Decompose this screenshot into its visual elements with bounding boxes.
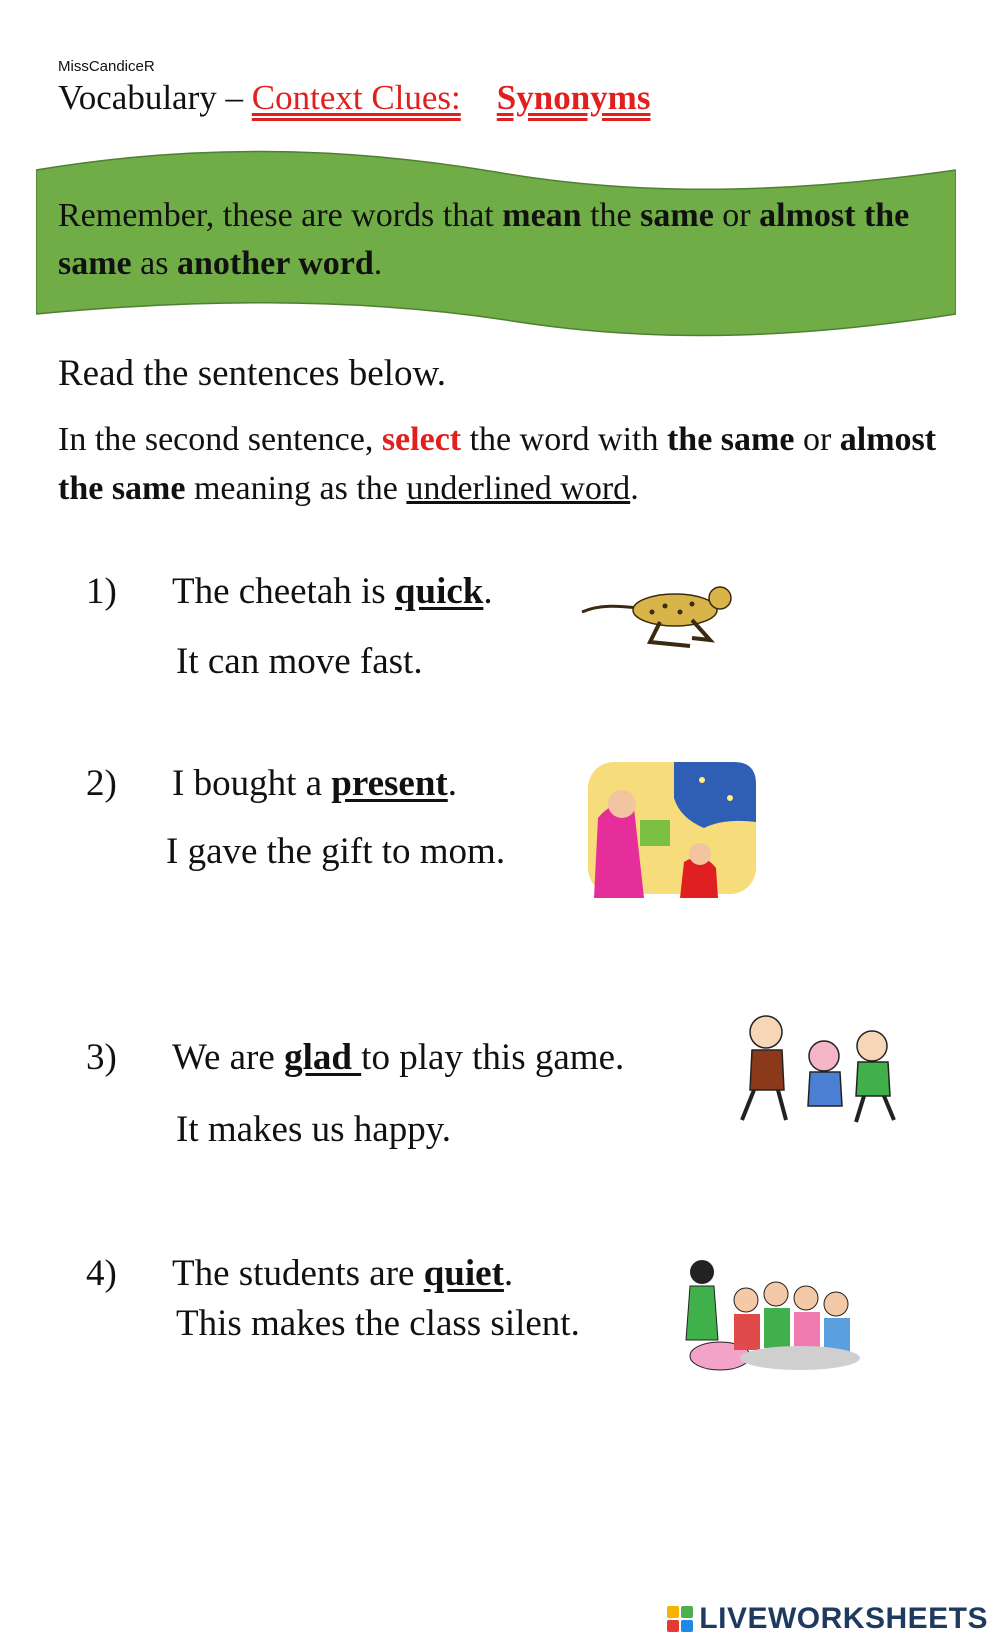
gift-image bbox=[584, 758, 760, 898]
title-context-clues: Context Clues: bbox=[251, 78, 461, 117]
question-1-number: 1) bbox=[86, 571, 117, 612]
question-2-keyword: present bbox=[331, 763, 448, 804]
read-instruction: Read the sentences below. bbox=[58, 353, 447, 394]
students-sitting-image bbox=[680, 1250, 870, 1380]
page-title bbox=[58, 78, 650, 118]
cheetah-image bbox=[580, 580, 760, 660]
question-2-answer-sentence[interactable]: I gave the gift to mom. bbox=[166, 831, 506, 872]
question-3-sentence: We are glad to play this game. bbox=[172, 1037, 625, 1078]
question-4-sentence: The students are quiet. bbox=[172, 1253, 514, 1294]
question-4-keyword: quiet bbox=[423, 1253, 504, 1294]
question-1-sentence: The cheetah is quick. bbox=[172, 571, 493, 612]
banner-text: Remember, these are words that mean the same or almost the same as another word. bbox=[58, 197, 910, 282]
author-name: MissCandiceR bbox=[58, 58, 155, 75]
children-playing-image bbox=[724, 1010, 914, 1130]
logo-blocks-icon bbox=[667, 1606, 693, 1632]
title-prefix: Vocabulary – bbox=[58, 78, 252, 117]
liveworksheets-logo bbox=[667, 1602, 988, 1636]
select-instruction: In the second sentence, select the word with the same or almost the same meaning as the underlined word. bbox=[58, 421, 937, 507]
question-1-keyword: quick bbox=[394, 571, 484, 612]
question-3-number: 3) bbox=[86, 1037, 117, 1078]
question-1-answer-sentence[interactable]: It can move fast. bbox=[176, 641, 423, 682]
question-3-answer-sentence[interactable]: It makes us happy. bbox=[176, 1109, 452, 1150]
question-2-sentence: I bought a present. bbox=[172, 763, 458, 804]
brand-name: LIVEWORKSHEETS bbox=[699, 1602, 988, 1635]
question-4-number: 4) bbox=[86, 1253, 117, 1294]
question-3-keyword: glad bbox=[284, 1037, 362, 1078]
title-synonyms: Synonyms bbox=[496, 78, 651, 117]
question-4-answer-sentence[interactable]: This makes the class silent. bbox=[176, 1303, 580, 1344]
question-2-number: 2) bbox=[86, 763, 117, 804]
